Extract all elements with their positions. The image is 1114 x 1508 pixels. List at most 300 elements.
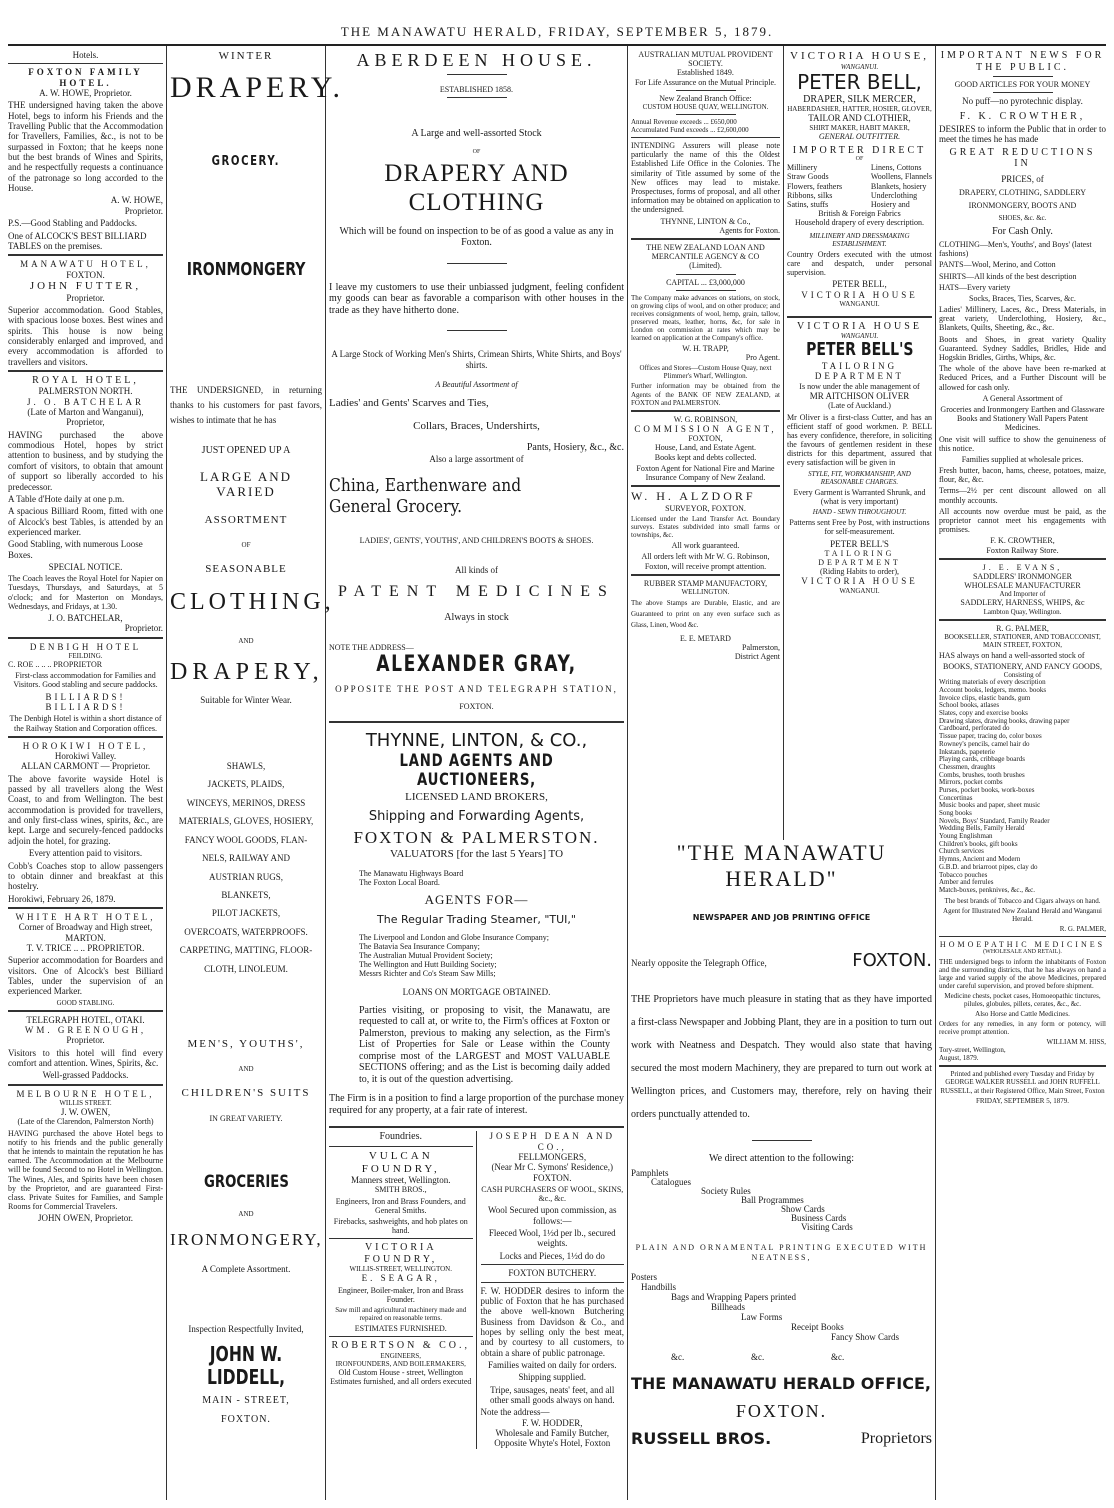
ad-title: GROCERIES xyxy=(203,1171,289,1192)
ad-body: The Firm is in a position to find a large proportion of the purchase money required for any property, at a fair rate of interest. xyxy=(329,1093,624,1116)
ad-body: Groceries and Ironmongery Earthen and Glassware Books and Stationery Wall Papers Patent Medicines. xyxy=(940,404,1105,433)
list-item: School books, atlases xyxy=(939,701,1000,710)
ad-text: WINTER xyxy=(218,50,274,62)
list-item: AUSTRIAN RUGS, xyxy=(208,871,283,882)
list-item: Novels, Boys' Standard, Family Reader xyxy=(939,816,1050,825)
ad-text: VALUATORS [for the last 5 Years] TO xyxy=(389,847,564,860)
list-item: Business Cards xyxy=(791,1212,847,1223)
ad-text: GOOD STABLING. xyxy=(56,998,115,1007)
ad-text: MAIN - STREET, xyxy=(202,1394,290,1406)
ad-title: CLOTHING, xyxy=(170,589,335,616)
list-item: Society Rules xyxy=(701,1185,751,1196)
ad-text: BILLIARDS! BILLIARDS! xyxy=(45,691,126,712)
column-divider xyxy=(935,46,936,1500)
ad-title: VICTORIA HOUSE xyxy=(797,320,922,332)
ad-title: VICTORIA HOUSE, xyxy=(790,50,929,62)
herald-office-row xyxy=(631,1374,932,1393)
ad-title: DRAPERY. xyxy=(170,70,345,104)
list-item: Wedding Bells, Family Herald xyxy=(939,824,1025,833)
ad-body: HAS always on hand a well-assorted stock of xyxy=(939,650,1085,660)
ad-text: SADDLERY, HARNESS, WHIPS, &c xyxy=(960,598,1085,608)
ad-title: DENBIGH HOTEL xyxy=(29,641,142,652)
ad-text: ESTABLISHMENT. xyxy=(832,239,887,248)
ad-title: PATENT MEDICINES xyxy=(338,583,615,601)
ad-text: Shipping supplied. xyxy=(518,1372,586,1383)
list-item: Invoice clips, elastic bands, gum xyxy=(939,693,1031,702)
printing-items-2 xyxy=(631,1272,932,1368)
ad-text: WILLIS-STREET, WELLINGTON. xyxy=(349,1265,452,1274)
ad-body: The above Stamps are Durable, Elastic, and are Guaranteed to print on any even surface such as Glass, Linen, Wood &c. xyxy=(631,598,780,630)
ad-title: W. H. ALZDORF xyxy=(631,489,756,504)
ad-text: Lambton Quay, Wellington. xyxy=(983,607,1062,616)
ad-body: Locks and Pieces, 1½d do do xyxy=(499,1250,605,1261)
ad-text: (Late of Marton and Wanganui), xyxy=(27,407,144,418)
list-item: The Wellington and Hutt Building Society; xyxy=(359,960,497,970)
ad-text: FELLMONGERS, xyxy=(518,1152,587,1163)
ad-text: A Large and well-assorted Stock xyxy=(411,127,542,139)
ad-body: Mr Oliver is a first-class Cutter, and has an efficient staff of good workmen. P. BELL has every confidence, therefore, in soliciting the favours of gentlemen resident in these districts for this department, assured that every satisfaction will be given in xyxy=(787,412,932,468)
ad-text: Also a large assortment of xyxy=(429,453,524,464)
ad-text: (Riding Habits to order), xyxy=(819,567,900,577)
ad-body: Fleeced Wool, 1½d per lb., secured weights. xyxy=(488,1228,616,1249)
ad-text: Horokiwi, February 26, 1879. xyxy=(8,893,116,904)
ad-text: Note the address— xyxy=(480,1407,550,1418)
ad-text: MR AITCHISON OLIVER xyxy=(809,391,910,402)
ad-text: Consisting of xyxy=(1003,671,1042,680)
ad-text: Manners street, Wellington. xyxy=(350,1175,451,1186)
ad-body: Boots and Shoes, in great variety Quality Guaranteed. Sydney Saddles, Bridles, Hide and Hogskin Bridles, Girths, Whips, &c. xyxy=(939,334,1106,363)
ad-sign: F. W. HODDER, xyxy=(521,1417,583,1428)
ad-sign: R. G. PALMER, xyxy=(1059,924,1106,933)
ad-text: All work guaranteed. xyxy=(671,541,740,551)
ad-text: C. ROE .. .. .. PROPRIETOR xyxy=(8,660,103,670)
ad-text: Palmerston, xyxy=(742,642,780,652)
ad-body: Visitors to this hotel will find every comfort and attention. Wines, Spirits, &c. xyxy=(8,1047,163,1069)
ad-text: ESTABLISHED 1858. xyxy=(439,84,514,94)
list-item: Cardboard, perforated do xyxy=(939,724,1010,733)
ad-text: Household drapery of every description. xyxy=(794,218,925,228)
list-item: Bags and Wrapping Papers printed xyxy=(671,1292,796,1303)
list-item: Handbills xyxy=(641,1282,676,1293)
ad-body: CLOTHING—Men's, Youths', and Boys' (latest fashions) xyxy=(939,239,1092,259)
ad-body: Agent for Illustrated New Zealand Herald and Wanganui Herald. xyxy=(943,906,1102,923)
ad-body: Licensed under the Land Transfer Act. Boundary surveys. Estates subdivided into small farms or townships, &c. xyxy=(631,515,780,540)
ad-text: Opposite Whyte's Hotel, Foxton xyxy=(494,1438,611,1449)
ad-text: We direct attention to the following: xyxy=(709,1152,854,1164)
ad-title: GROCERY. xyxy=(211,154,281,170)
ad-text: IN GREAT VARIETY. xyxy=(209,1113,283,1123)
ad-text: OPPOSITE THE POST AND TELEGRAPH STATION, xyxy=(335,683,618,694)
ad-text: BOOKS, STATIONERY, AND FANCY GOODS, xyxy=(942,662,1102,672)
ad-text: GOOD ARTICLES FOR YOUR MONEY xyxy=(954,80,1091,89)
list-item: Billheads xyxy=(711,1302,745,1313)
ad-text: LADIES', GENTS', YOUTHS', AND CHILDREN'S BOOTS & SHOES. xyxy=(359,535,594,545)
list-item: BLANKETS, xyxy=(221,890,271,900)
ad-title: AUSTRALIAN MUTUAL PROVIDENT SOCIETY. xyxy=(638,50,773,69)
ad-text: District Agent xyxy=(734,651,780,661)
list-item: Match-boxes, penknives, &c., &c. xyxy=(939,885,1036,894)
goods-list xyxy=(170,757,322,978)
ad-text: Good Stabling, with numerous Loose Boxes. xyxy=(8,539,143,560)
ad-text: (WHOLESALE AND RETAIL). xyxy=(983,948,1062,955)
ad-text: REASONABLE CHARGES. xyxy=(820,477,899,486)
ad-text: New Zealand Branch Office: xyxy=(659,93,752,103)
ad-text: LICENSED LAND BROKERS, xyxy=(405,790,548,803)
ad-title: ABERDEEN HOUSE. xyxy=(356,50,597,70)
ad-text: Agents for Foxton. xyxy=(719,225,780,235)
list-item: Straw Goods xyxy=(787,172,829,182)
imprint-date: FRIDAY, SEPTEMBER 5, 1879. xyxy=(976,1096,1069,1105)
ad-text: CAPITAL ... £3,000,000 xyxy=(666,277,745,287)
list-item: MATERIALS, GLOVES, HOSIERY, xyxy=(178,816,314,827)
ad-text: CUSTOM HOUSE QUAY, WELLINGTON. xyxy=(642,102,769,111)
ad-body: INTENDING Assurers will please note particularly the name of this the Oldest Established Life Office in the Colonies. The similarity of Title assumed by some of the New offices may lead to mistake. Prospectuses, forms of proposal, and all other information may be obtained on application to the undersigned. xyxy=(631,141,780,215)
top-rule xyxy=(8,44,1106,46)
section-heading: Foundries. xyxy=(379,1131,422,1143)
ad-title: The Regular Trading Steamer, "TUI," xyxy=(377,912,576,926)
ad-sign: W. H. TRAPP, xyxy=(682,343,729,353)
ad-text: GENERAL OUTFITTER. xyxy=(818,131,901,141)
list-item: Satins, stuffs xyxy=(787,199,829,209)
ad-text: (Near Mr C. Symons' Residence,) xyxy=(491,1162,614,1173)
ad-body: HAVING purchased the above commodious Hotel, hopes by strict attention to business, and by studying the comfort of visitors, to obtain that amount of support so liberally accorded to his predecessor. xyxy=(8,429,163,492)
column-divider xyxy=(627,46,628,1500)
ad-text: A General Assortment of xyxy=(982,393,1063,403)
ad-text: AND xyxy=(238,1064,254,1073)
list-item: Rowney's pencils, camel hair do xyxy=(939,739,1030,748)
list-item: Hosiery and xyxy=(870,199,910,209)
list-item: FANCY WOOL GOODS, FLAN- xyxy=(184,834,308,845)
ad-title: Proprietors xyxy=(860,1429,932,1447)
list-item: The Foxton Local Board. xyxy=(359,877,440,887)
ad-body: Engineers, Iron and Brass Founders, and General Smiths. xyxy=(335,1196,466,1215)
ad-title: ALEXANDER GRAY, xyxy=(376,652,577,678)
list-item: The Australian Mutual Provident Society; xyxy=(359,950,493,960)
ad-text: Proprietor. xyxy=(66,292,105,303)
ad-text: STYLE, FIT, WORKMANSHIP, AND xyxy=(808,469,911,478)
ad-title: ROBERTSON & CO., xyxy=(331,1340,471,1352)
list-item: The Liverpool and London and Globe Insurance Company; xyxy=(359,932,549,942)
ad-body: SHIRTS—All kinds of the best description xyxy=(939,271,1077,281)
ad-body: Tripe, sausages, neats' feet, and all other small goods always on hand. xyxy=(490,1384,615,1405)
ad-body: All orders left with Mr W. G. Robinson, Foxton, will receive prompt attention. xyxy=(641,552,770,571)
ad-sign: VICTORIA HOUSE xyxy=(801,289,918,300)
ad-text: FOXTON. xyxy=(221,1414,271,1426)
ad-text: A. W. HOWE, Proprietor. xyxy=(39,88,132,99)
ad-text: (Limited). xyxy=(689,261,722,271)
ad-title: SPECIAL NOTICE. xyxy=(48,561,123,572)
ad-text: Inspection Respectfully Invited, xyxy=(188,1324,304,1335)
ad-body: F. W. HODDER desires to inform the public of Foxton that he has purchased the above well-known Butchering Business from Davidson & Co., and hopes by selling only the best meat, and by courtesy to all customers, to obtain a share of public patronage. xyxy=(480,1285,624,1358)
ad-body: Superior accommodation. Good Stables, with spacious loose boxes. Best wines and spirits. This house is now being considerably enlarged and improved, and every accommodation is afforded to travellers and visitors. xyxy=(8,304,163,367)
ad-text: E. SEAGAR, xyxy=(361,1273,440,1284)
ad-body: The Company make advances on stations, on stock, on growing clips of wool, and on other produce; and receives consignments of wool, hemp, grain, tallow, preserved meats, leather, horns, &c, for sale in London on commission at rates which may be learned on application at the Company's office. xyxy=(631,293,780,342)
column-hotels xyxy=(8,50,163,1500)
ad-body: The above favorite wayside Hotel is passed by all travellers along the West Coast, to and from Wellington. The best accommodation is provided for travellers, and only first-class wines, spirits, &c., are kept. Large and securely-fenced paddocks adjoin the hotel, for grazing. xyxy=(8,773,163,846)
ad-body: Medicine chests, pocket cases, Homoeopathic tinctures, pilules, globules, pillets, cerates, &c., &c. xyxy=(944,992,1101,1009)
list-item: Mirrors, pocket combs xyxy=(939,778,1003,787)
ad-text: Suitable for Winter Wear. xyxy=(200,694,292,705)
ad-body: The best brands of Tobacco and Cigars always on hand. xyxy=(944,896,1101,905)
ad-body: All accounts now overdue must be paid, as the proprietor cannot meet his engagements with promises. xyxy=(939,506,1106,535)
ad-text: British & Foreign Fabrics xyxy=(818,209,901,219)
ad-text: Pro Agent. xyxy=(745,353,780,363)
list-item: Amber and ferrules xyxy=(939,878,994,887)
ad-text: Ladies' and Gents' Scarves and Ties, xyxy=(329,397,489,410)
ad-title: "THE MANAWATU HERALD" xyxy=(676,840,887,892)
ad-sign: F. K. CROWTHER, xyxy=(990,536,1055,546)
ad-title: RUBBER STAMP MANUFACTORY, xyxy=(643,578,768,588)
ad-text: Established 1849. xyxy=(677,68,734,78)
ad-text: Corner of Broadway and High street, MARTON. xyxy=(18,922,153,943)
ad-body: Patterns sent Free by Post, with instructions for self-measurement. xyxy=(789,518,930,537)
ad-text: Well-grassed Paddocks. xyxy=(42,1070,129,1081)
list-item: The Manawatu Highways Board xyxy=(359,868,464,878)
list-item: PILOT JACKETS, xyxy=(211,908,281,919)
list-item: Combs, brushes, tooth brushes xyxy=(939,770,1025,779)
column-liddell xyxy=(170,50,345,1500)
ad-body: Families supplied at wholesale prices. xyxy=(961,454,1084,464)
ad-sign: E. E. METARD xyxy=(680,633,731,643)
ad-text: ALLAN CARMONT — Proprietor. xyxy=(20,761,151,772)
ad-body: The whole of the above have been re-marked at Reduced Prices, and a Further Discount will be allowed for cash only. xyxy=(939,364,1106,392)
ad-sign: Proprietor. xyxy=(124,623,163,634)
ad-text: WANGANUI. xyxy=(840,332,879,341)
ad-sign: JOHN OWEN, Proprietor. xyxy=(38,1213,133,1224)
ad-title: J. E. EVANS, xyxy=(982,562,1063,572)
ad-text: OF xyxy=(472,149,481,156)
list-item: Receipt Books xyxy=(791,1322,844,1333)
ad-title: W. G. ROBINSON, xyxy=(673,414,738,424)
ad-text: CHILDREN'S SUITS xyxy=(181,1086,311,1099)
ad-text: PETER BELL'S xyxy=(830,538,889,549)
ad-text: And Importer of xyxy=(999,590,1046,599)
ad-text: DRAPERY, CLOTHING, SADDLERY xyxy=(959,188,1086,198)
ad-body: Also Horse and Cattle Medicines. xyxy=(975,1010,1070,1019)
ad-text: WILLIS STREET. xyxy=(59,1099,112,1108)
list-item: Slates, copy and exercise books xyxy=(939,709,1028,718)
list-item: Woollens, Flannels xyxy=(870,172,932,182)
column-divider xyxy=(325,46,326,1500)
list-item: Church services xyxy=(939,847,984,856)
list-item: The Batavia Sea Insurance Company; xyxy=(359,941,480,951)
ad-text: WANGANUI. xyxy=(839,586,880,595)
ad-title: FOXTON & PALMERSTON. xyxy=(353,828,600,848)
ad-text: AND xyxy=(238,636,254,645)
ad-body: CASH PURCHASERS OF WOOL, SKINS, &c., &c. xyxy=(481,1185,624,1204)
ad-text: (Late of Auckland.) xyxy=(828,401,891,411)
ad-text: FEILDING. xyxy=(68,652,103,661)
ad-text: Accumulated Fund exceeds ... £2,600,000 xyxy=(631,126,749,135)
column-divider xyxy=(166,46,167,1500)
ad-text: BOOKSELLER, STATIONER, AND TOBACCONIST, xyxy=(944,632,1101,641)
ad-body: Which will be found on inspection to be of as good a value as any in Foxton. xyxy=(339,225,614,249)
ad-text: T. V. TRICE .. .. PROPRIETOR. xyxy=(26,942,145,953)
fellmongers-column xyxy=(481,1131,625,1448)
list-item: &c. xyxy=(831,1352,845,1363)
ad-title: MELBOURNE HOTEL, xyxy=(16,1088,155,1099)
ad-text: PALMERSTON NORTH. xyxy=(38,386,133,397)
list-item: Ribbons, silks xyxy=(787,190,833,200)
ad-body: HAVING purchased the above Hotel begs to notify to his friends and the public generally that he intends to maintain the reputation he has earned. The Accommodation at the Melbourne will be found Second to no Hotel in Wellington. The Wines, Ales, and Spirits have been chosen by the Proprietor, and are guaranteed First-class. Private Suites for Families, and Sample Rooms for Commercial Travelers. xyxy=(8,1128,163,1212)
ad-body: Terms—2½ per cent discount allowed on all monthly accounts. xyxy=(939,486,1106,505)
ad-text: OF xyxy=(855,156,864,163)
ad-text: WHOLESALE MANUFACTURER xyxy=(964,581,1081,591)
ad-title: FOXTON. xyxy=(852,950,932,972)
ad-title: IRONMONGERY, xyxy=(170,1230,323,1250)
ad-text: Tory-street, Wellington, xyxy=(939,1046,1006,1055)
ad-text: FOXTON. xyxy=(532,1172,572,1183)
ad-body: PANTS—Wool, Merino, and Cotton xyxy=(939,260,1056,270)
ad-text: Families waited on daily for orders. xyxy=(488,1359,617,1370)
ad-text: Horokiwi Valley. xyxy=(54,751,117,762)
column-aberdeen xyxy=(329,50,624,1500)
list-item: Catalogues xyxy=(651,1176,691,1187)
ad-body: Cobb's Coaches stop to allow passengers to obtain dinner and breakfast at this hostelry. xyxy=(8,860,163,892)
list-item: Law Forms xyxy=(741,1312,783,1323)
ad-title: RUSSELL BROS. xyxy=(631,1428,772,1448)
ad-title: TELEGRAPH HOTEL, OTAKI. xyxy=(26,1014,145,1025)
column-peter-bell xyxy=(787,50,932,832)
ad-text: August, 1879. xyxy=(939,1054,979,1063)
ad-text: SHOES, &c. &c. xyxy=(998,214,1047,223)
ad-text: TAILORING DEPARTMENT xyxy=(814,361,905,382)
ad-text: Is now under the able management of xyxy=(799,381,920,391)
ad-title: MANAWATU HOTEL, xyxy=(20,259,151,270)
ad-body: Every Garment is Warranted Shrunk, and (what is very important) xyxy=(793,487,926,506)
ad-body: Foxton Agent for National Fire and Marine Insurance Company of New Zealand. xyxy=(636,463,775,482)
ad-sign: J. O. BATCHELAR, xyxy=(48,613,123,624)
ad-sign: Foxton Railway Store. xyxy=(986,545,1059,555)
ad-body: Offices and Stores—Custom House Quay, next Plimmer's Wharf, Wellington. xyxy=(639,364,772,381)
ad-text: No puff—no pyrotechnic display. xyxy=(962,96,1083,107)
list-item: Young Englishman xyxy=(939,832,993,841)
ad-sign: THYNNE, LINTON & Co., xyxy=(660,216,751,226)
ad-body: Orders for any remedies, in any form or potency, will receive prompt attention. xyxy=(939,1020,1106,1037)
ad-text: For Life Assurance on the Mutual Principle. xyxy=(634,77,777,87)
masthead: THE MANAWATU HERALD, FRIDAY, SEPTEMBER 5, 1879. xyxy=(340,24,774,39)
list-item: Drawing slates, drawing books, drawing paper xyxy=(939,716,1070,725)
ad-text: MAIN STREET, FOXTON, xyxy=(982,640,1063,649)
list-item: Underclothing xyxy=(870,190,918,200)
list-item: Purses, pocket books, work-boxes xyxy=(939,785,1035,794)
ad-text: PLAIN AND ORNAMENTAL PRINTING EXECUTED WITH NEATNESS, xyxy=(635,1242,928,1262)
ad-text: LARGE AND VARIED xyxy=(199,469,293,500)
ad-title: PETER BELL'S xyxy=(805,339,914,361)
foundries-row xyxy=(329,1131,624,1448)
ad-text: MEN'S, YOUTHS', xyxy=(187,1038,305,1051)
ad-body: Superior accommodation for Boarders and visitors. One of Alcock's best Billiard Tables, under the supervision of an experienced Marker. xyxy=(8,955,163,997)
list-item: Visiting Cards xyxy=(801,1221,853,1232)
ad-text: Books kept and debts collected. xyxy=(654,452,757,462)
ad-text: ENGINEERS, xyxy=(380,1351,422,1360)
list-item: CARPETING, MATTING, FLOOR- xyxy=(179,945,313,956)
ad-title: VICTORIA FOUNDRY, xyxy=(364,1242,438,1265)
ad-text: A Table d'Hote daily at one p.m. xyxy=(8,493,125,504)
ad-text: Proprietor, xyxy=(66,417,105,428)
ad-text: FOXTON, xyxy=(688,434,723,444)
herald-owners-row xyxy=(631,1429,932,1448)
ad-title: LAND AGENTS AND AUCTIONEERS, xyxy=(399,750,554,791)
ad-title: IRONMONGERY xyxy=(186,259,306,281)
ad-body: Socks, Braces, Ties, Scarves, &c. xyxy=(969,293,1076,303)
ad-title: AGENTS FOR— xyxy=(424,892,529,907)
ad-title: FOXTON. xyxy=(735,1401,828,1422)
ad-text: Collars, Braces, Undershirts, xyxy=(413,419,540,432)
ad-body: THE undersigned having taken the above Hotel, begs to inform his Friends and the Travelling Public that the Accommodation for Travellers, Families, &c., is not to be surpassed in Foxton; that he keeps none but the best brands of Wines and Spirits, and he respectfully requests a continuance of the patronage so long accorded to the House. xyxy=(8,100,163,194)
goods-left xyxy=(787,163,842,209)
ad-body: HATS—Every variety xyxy=(939,282,1011,292)
ad-title: THE MANAWATU HERALD OFFICE, xyxy=(631,1374,931,1394)
ad-text: Old Custom House - street, Wellington xyxy=(338,1368,464,1378)
ad-title: GREAT REDUCTIONS IN xyxy=(949,146,1096,170)
ad-text: TAILOR AND CLOTHIER, xyxy=(808,113,911,124)
companies-list xyxy=(359,933,624,979)
list-item: Messrs Richter and Co's Steam Saw Mills; xyxy=(359,969,496,979)
ad-text: Nearly opposite the Telegraph Office, xyxy=(631,958,767,969)
list-item: WINCEYS, MERINOS, DRESS xyxy=(186,797,306,808)
list-item: Tissue paper, tracing do, color boxes xyxy=(939,732,1042,741)
ad-body: Parties visiting, or proposing to visit, the Manawatu, are requested to call at, or write to, the Firm's offices at Foxton or Palmerston, previous to making any selection, as the Firm's List of Properties for Sale or Lease within the County comprise most of the LARGEST and MOST VALUABLE SECTIONS offering; and as the List is becoming daily added to, it is out of the question advertising. xyxy=(359,1004,610,1085)
ad-text: SURVEYOR, FOXTON. xyxy=(665,503,746,513)
ad-title: F. K. CROWTHER, xyxy=(959,110,1086,122)
ad-sign: A. W. HOWE, xyxy=(110,195,163,206)
ad-title: J. O. BATCHELAR xyxy=(26,396,144,407)
list-item: Posters xyxy=(631,1272,658,1283)
foundries-column xyxy=(329,1131,477,1448)
ad-text: WANGANUI. xyxy=(840,62,879,71)
boards-list xyxy=(359,869,624,887)
ad-title: WM. GREENOUGH, xyxy=(24,1025,147,1036)
ad-text: OF xyxy=(241,540,251,549)
ad-body: Fresh butter, bacon, hams, cheese, potatoes, maize, flour, &c, &c. xyxy=(939,466,1106,485)
ad-text: JUST OPENED UP A xyxy=(201,444,291,456)
ad-title: FOXTON FAMILY HOTEL. xyxy=(28,67,143,88)
list-item: Millinery xyxy=(787,163,818,173)
ad-title: JOHN W. LIDDELL, xyxy=(206,1341,286,1389)
ad-body: DESIRES to inform the Public that in order to meet the times he has made xyxy=(939,124,1106,145)
list-item: Account books, ledgers, memo. books xyxy=(939,686,1047,695)
ad-title: R. G. PALMER, xyxy=(996,623,1049,633)
ad-title: HOMOEPATHIC MEDICINES xyxy=(939,939,1106,949)
goods-table xyxy=(787,163,932,209)
section-heading: Hotels. xyxy=(72,50,99,60)
ad-sign: PETER BELL, xyxy=(832,279,887,290)
ad-text: SEASONABLE xyxy=(205,562,287,575)
ad-text: J. W. OWEN, xyxy=(60,1107,111,1118)
column-crowther xyxy=(939,50,1106,1500)
ad-title: COMMISSION AGENT, xyxy=(634,423,777,434)
ad-text: A Complete Assortment. xyxy=(201,1263,291,1274)
ad-text: DRAPER, SILK MERCER, xyxy=(803,93,916,105)
ad-body: Ladies' Millinery, Laces, &c., Dress Materials, in great variety, Underclothing, Hosiery, &c., Blankets, Quilts, Sheeting, &c., &c. xyxy=(939,305,1106,333)
ad-text: TAILORING DEPARTMENT xyxy=(818,548,901,568)
ad-text: A Beautiful Assortment of xyxy=(435,379,518,389)
list-item: &c. xyxy=(671,1352,685,1363)
ad-text: IRONFOUNDERS, AND BOILERMAKERS, xyxy=(335,1360,466,1369)
ad-title: DRAPERY AND CLOTHING xyxy=(384,160,569,217)
ad-text: Always in stock xyxy=(444,611,509,623)
ad-title: China, Earthenware and General Grocery. xyxy=(329,475,522,517)
ad-sign: WANGANUI. xyxy=(839,299,880,308)
list-item: Chessmen, draughts xyxy=(939,762,996,771)
ad-text: FOXTON. xyxy=(66,269,105,280)
ad-body: I leave my customers to use their unbiassed judgment, feeling confident my goods can bear as favorable a comparison with other houses in the trade as they have hitherto done. xyxy=(329,281,624,316)
ad-title: THE NEW ZEALAND LOAN AND MERCANTILE AGENCY & CO xyxy=(646,242,765,262)
ad-sign: Proprietor. xyxy=(124,205,163,216)
list-item: Tobacco pouches xyxy=(939,870,988,879)
list-item: &c. xyxy=(751,1352,765,1363)
